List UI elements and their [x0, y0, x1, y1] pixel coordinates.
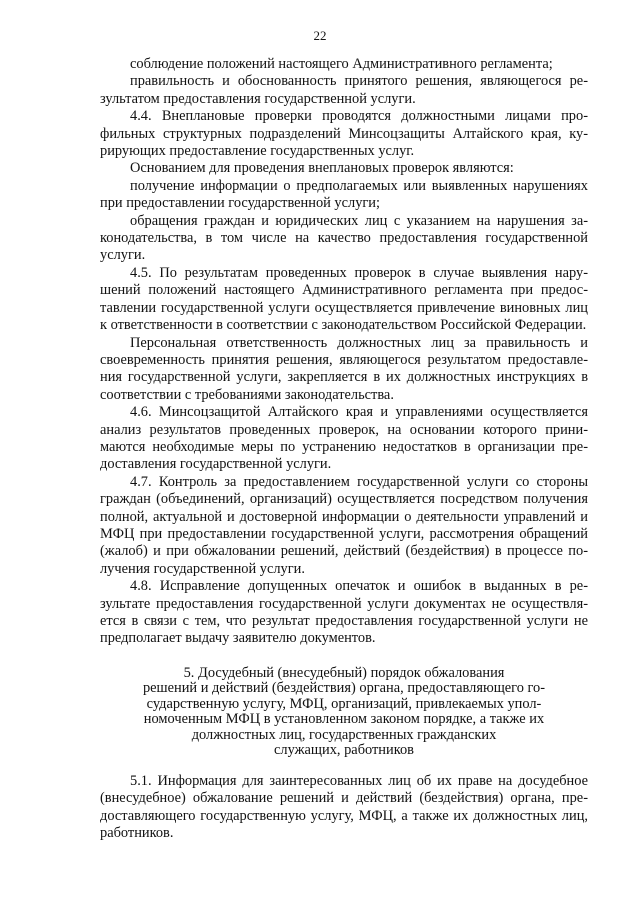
paragraph: соблюдение положений настоящего Административного регламента;: [130, 56, 553, 72]
section-heading-line: сударственную услугу, МФЦ, организаций, привлекаемых упол-: [146, 695, 542, 712]
section-heading-line: решений и действий (бездействия) органа, предоставляющего го-: [142, 680, 546, 697]
paragraph: Персональная ответственность должностных лиц за правильность и своевременность принятия решения, являющегося результатом предоставления государственной услуги, закрепляется в их должностных инструкциях в соответствии с требованиями законодательства.: [100, 334, 588, 403]
section-heading-line: должностных лиц, государственных гражданских: [191, 726, 497, 743]
page-number: 22: [313, 28, 327, 43]
paragraph: 4.5. По результатам проведенных проверок в случае выявления нарушений положений настоящего Административного регламента при предоставлении государственной услуги осуществляется привлечение виновных лиц к ответственности в соответствии с законодательством Российской Федерации.: [100, 264, 588, 334]
paragraph: 5.1. Информация для заинтересованных лиц об их праве на досудебное (внесудебное) обжалование решений и действий (бездействия) органа, предоставляющего государственную услугу, МФЦ, а также их должностных лиц, работников.: [100, 772, 588, 842]
paragraph: 4.6. Минсоцзащитой Алтайского края и управлениями осуществляется анализ результатов проведенных проверок, на основании которого принимаются необходимые меры по устранению недостатков в организации предоставления государственной услуги.: [100, 404, 588, 473]
paragraph: Основанием для проведения внеплановых проверок являются:: [130, 160, 514, 177]
section-heading-line: 5. Досудебный (внесудебный) порядок обжалования: [183, 664, 505, 681]
section-heading: [100, 666, 588, 759]
section-heading-line: номоченным МФЦ в установленном законом порядке, а также их: [143, 711, 545, 728]
paragraph: правильность и обоснованность принятого решения, являющегося результатом предоставления государственной услуги.: [100, 73, 588, 107]
paragraph: обращения граждан и юридических лиц с указанием на нарушения законодательства, в том числе на качество предоставления государственной услуги.: [100, 212, 588, 264]
paragraph: 4.4. Внеплановые проверки проводятся должностными лицами профильных структурных подразделений Минсоцзащиты Алтайского края, курирующих предоставление государственных услуг.: [100, 108, 588, 160]
paragraph: получение информации о предполагаемых или выявленных нарушениях при предоставлении государственной услуги;: [100, 177, 588, 212]
section-heading-line: служащих, работников: [274, 742, 414, 759]
paragraph: 4.8. Исправление допущенных опечаток и ошибок в выданных в результате предоставления государственной услуги документах не осуществляется в связи с тем, что результат предоставления государственной услуги не предполагает выдачу заявителю документов.: [100, 578, 588, 647]
document-body: [100, 56, 588, 842]
paragraph: 4.7. Контроль за предоставлением государственной услуги со стороны граждан (объединений, организаций) осуществляется посредством получения полной, актуальной и достоверной информации о деятельности управлений и МФЦ при предоставлении государственной услуги, рассмотрения обращений (жалоб) и при обжаловании решений, действий (бездействия) в процессе получения государственной услуги.: [100, 473, 588, 577]
